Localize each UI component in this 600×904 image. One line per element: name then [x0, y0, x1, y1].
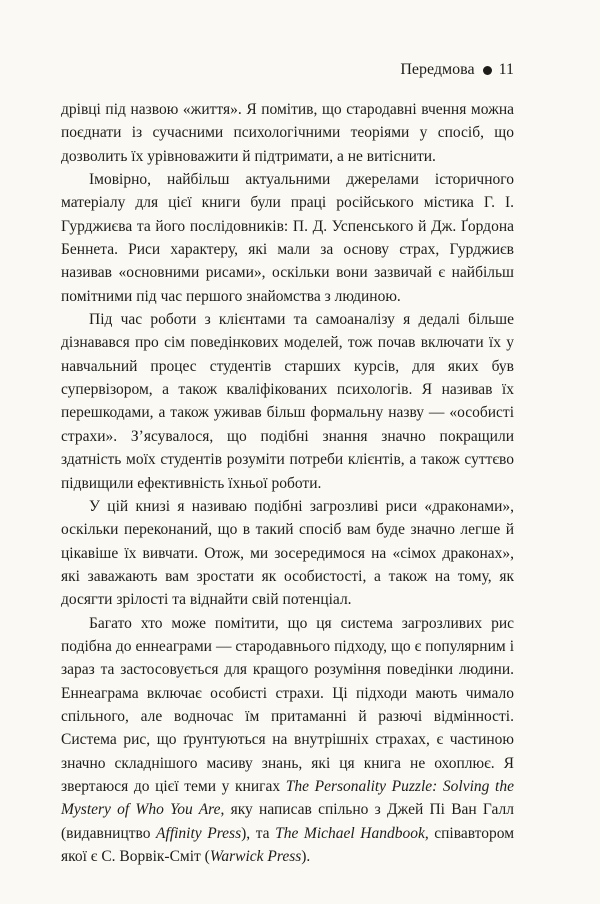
paragraph-enneagram	[61, 612, 514, 869]
paragraph-continued: дрівці під назвою «життя». Я помітив, що стародавні вчення можна поєднати із сучасними психологічними теоріями у спосіб, що дозволить їх урівноважити й підтримати, а не витіснити.	[61, 101, 514, 165]
paragraph-dragons: У цій книзі я називаю подібні загрозливі риси «драконами», оскільки переконаний, що в такий спосіб вам буде значно легше й цікавіше їх вивчати. Отож, ми зосередимося на «сімох драконах», які заважають вам зростати як особистості, а також на тому, як досягти зрілості та віднайти свій потенціал.	[61, 497, 514, 609]
publisher-warwick-press: Warwick Press	[209, 848, 302, 865]
enneagram-text-2: , яку написав спільно з Джей Пі Ван Галл (видавництво	[61, 801, 514, 842]
body-text	[61, 98, 514, 868]
book-title-personality-puzzle: The Personality Puzzle: Solving the Mystery of Who You Are	[61, 777, 514, 819]
publisher-affinity-press: Affinity Press	[156, 824, 242, 842]
running-header	[400, 60, 514, 80]
book-title-michael-handbook: The Michael Handbook	[275, 824, 425, 842]
section-title: Передмова	[400, 61, 475, 78]
paragraph-gurdjieff: Імовірно, найбільш актуальними джерелами історичного матеріалу для цієї книги були праці російського містика Г. І. Гурджиєва та його послідовників: П. Д. Успенського й Дж. Ґордона Беннета. Риси характеру, які мали за основу страх, Гурджиєв називав «основними рисами», оскільки вони зазвичай є найбільш помітними під час першого знайомства з людиною.	[61, 171, 514, 305]
enneagram-text-1: Багато хто може помітити, що ця система загрозливих рис подібна до еннеаграми — стародавнього підходу, що є популярним і зараз та застосовується для кращого розуміння поведінки людини. Еннеаграма включає особисті страхи. Ці підходи мають чимало спільного, але водночас їм притаманні й разючі відмінності. Система рис, що ґрунтуються на внутрішніх страхах, є частиною значно складнішого масиву знань, які ця книга не охоплює. Я звертаюся до цієї теми у книгах	[61, 614, 514, 795]
paragraph-clients: Під час роботи з клієнтами та самоаналізу я дедалі більше дізнавався про сім поведінкових моделей, тож почав включати їх у навчальний процес студентів старших курсів, для яких був супервізором, а також кваліфікованих психологів. Я називав їх перешкодами, а також уживав більш формальну назву — «особисті страхи». З’ясувалося, що подібні знання значно покращили здатність моїх студентів розуміти потреби клієнтів, а також суттєво підвищили ефективність їхньої роботи.	[61, 311, 514, 492]
enneagram-text-4: , співавтором якої є С. Ворвік-Сміт (	[61, 824, 514, 865]
bullet-dot-icon	[483, 66, 492, 75]
page-number: 11	[498, 61, 514, 78]
enneagram-text-5: ).	[301, 848, 311, 865]
enneagram-text-3: ), та	[241, 824, 276, 842]
